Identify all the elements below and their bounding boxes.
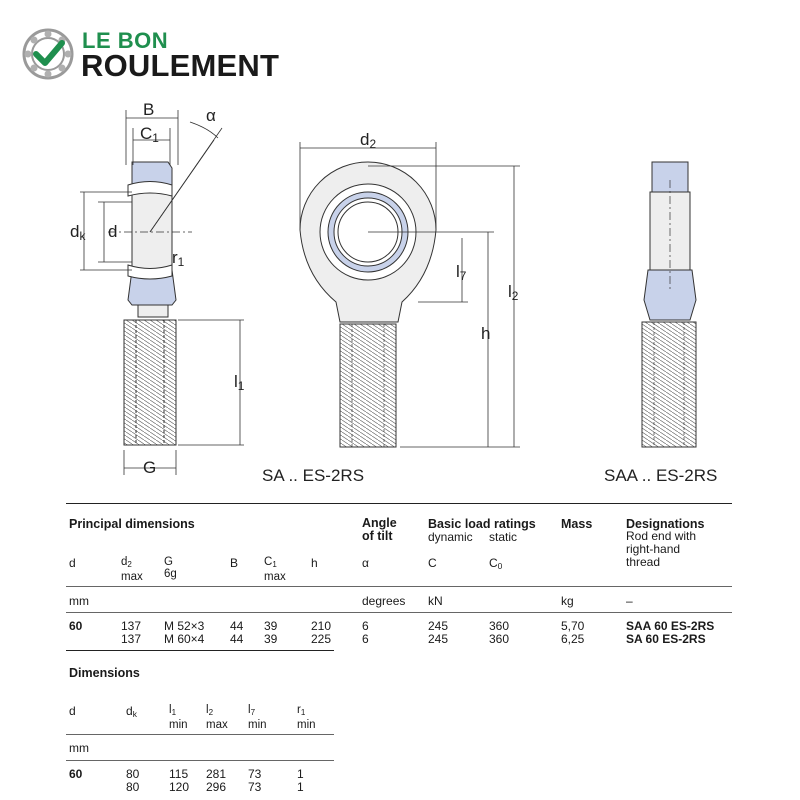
sym-d-2: d [69,704,76,718]
table1-unit-rule-bottom [66,612,732,613]
logo-line-2: ROULEMENT [81,48,280,83]
logo-line-1: LE BON [82,28,169,53]
table2-unit-rule-bottom [66,760,334,761]
header-static: static [489,530,518,544]
sym-b: B [230,556,239,570]
caption-saa: SAA .. ES-2RS [604,466,718,485]
unit-kn: kN [428,594,443,608]
header-designations: Designations [626,517,705,531]
front-view-sa [300,162,436,447]
sym-l2: $l_2$ max [206,704,228,731]
table2-top-rule [66,650,334,651]
table2-unit-rule-top [66,734,334,735]
sym-alpha: α [362,556,369,570]
sym-c: C [428,556,437,570]
table1-d-value: 60 [69,619,83,633]
sym-r1: $r_1$ min [297,704,316,731]
sym-h: h [311,556,318,570]
label-l2: $l_2$ [508,282,519,303]
table1-unit-rule-top [66,586,732,587]
table2-unit-mm: mm [69,741,89,755]
side-view-sa [108,162,192,445]
sym-l7: $l_7$ min [248,704,267,731]
sym-d2: $d_2$ max [121,556,143,583]
unit-mm: mm [69,594,89,608]
label-dk: $d_k$ [70,222,86,243]
label-d2: $d_2$ [360,130,377,151]
sym-c0: $C_0$ [489,556,503,572]
label-c1: $C_1$ [140,124,159,145]
header-designation-desc: Rod end with right-hand thread [626,529,697,569]
dimensions-title: Dimensions [69,666,140,680]
label-alpha: α [206,106,216,125]
unit-designation: – [626,594,633,608]
header-mass: Mass [561,517,593,531]
sym-c1: $C_1$ max [264,556,286,583]
designation: SAA 60 ES-2RS [626,619,715,633]
header-angle: Angle of tilt [362,516,397,543]
label-g: G [143,458,157,477]
header-dynamic: dynamic [428,530,473,544]
label-r1: $r_1$ [172,248,185,269]
label-l7: $l_7$ [456,262,467,283]
sym-l1: $l_1$ min [169,704,188,731]
unit-degrees: degrees [362,594,406,608]
label-h: h [481,324,491,343]
header-load-ratings: Basic load ratings [428,517,536,531]
sym-d: d [69,556,76,570]
label-l1: $l_1$ [234,372,245,393]
caption-sa: SA .. ES-2RS [262,466,365,485]
side-view-saa [642,162,696,447]
label-d: d [108,222,118,241]
unit-kg: kg [561,594,574,608]
table-top-rule [66,503,732,504]
sym-dk: $d_k$ [126,704,137,720]
label-b: B [143,100,155,119]
table2-d-value: 60 [69,767,83,781]
header-principal-dimensions: Principal dimensions [69,517,195,531]
designation: SA 60 ES-2RS [626,632,706,646]
sym-g: G 6g [164,556,177,580]
